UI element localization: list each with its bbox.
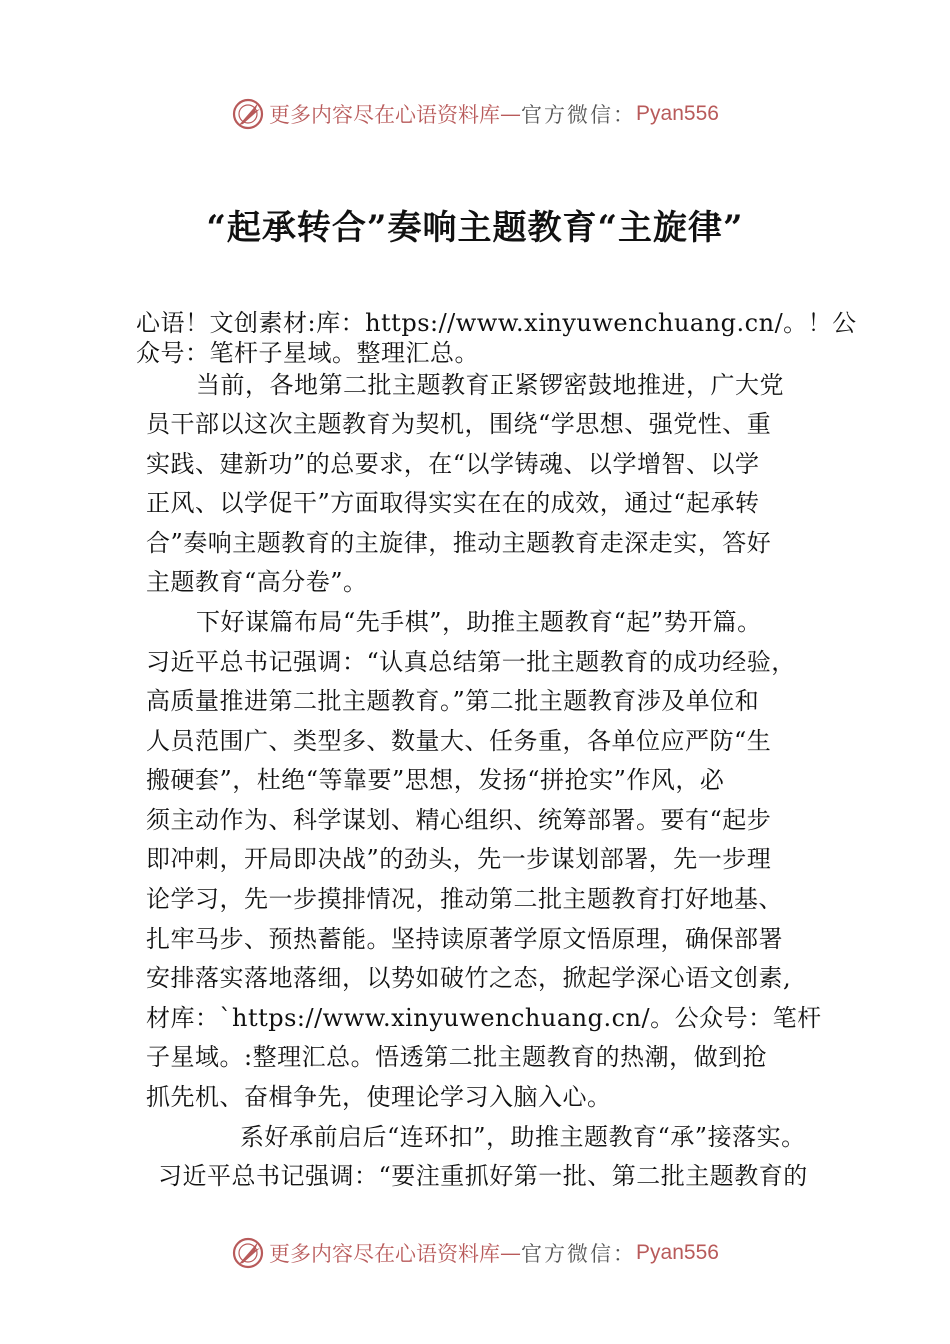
- body-line: 人员范围广、类型多、数量大、任务重，各单位应严防“生: [146, 727, 772, 755]
- body-line: 系好承前启后“连环扣”，助推主题教育“承”接落实。: [240, 1123, 806, 1151]
- body-line: 习近平总书记强调：“认真总结第一批主题教育的成功经验，: [146, 648, 796, 676]
- body-line: 子星域。:整理汇总。悟透第二批主题教育的热潮，做到抢: [146, 1043, 768, 1071]
- body-line: 众号：笔杆子星域。整理汇总。: [136, 339, 479, 367]
- quill-logo-icon: [231, 97, 265, 131]
- footer-brand-text: 更多内容尽在心语资料库: [269, 1242, 501, 1266]
- quill-logo-icon: [231, 1236, 265, 1270]
- body-line: 即冲刺，开局即决战”的劲头，先一步谋划部署，先一步理: [146, 845, 772, 873]
- body-line: 正风、以学促干”方面取得实实在在的成效，通过“起承转: [146, 489, 760, 517]
- body-line: 搬硬套”，杜绝“等靠要”思想，发扬“拼抢实”作风，必: [146, 766, 725, 794]
- body-line: 须主动作为、科学谋划、精心组织、统筹部署。要有“起步: [146, 806, 772, 834]
- header-dash: —: [500, 102, 522, 126]
- body-line: 实践、建新功”的总要求，在“以学铸魂、以学增智、以学: [146, 450, 760, 478]
- body-line: 习近平总书记强调：“要注重抓好第一批、第二批主题教育的: [158, 1162, 808, 1190]
- body-line: 合”奏响主题教育的主旋律，推动主题教育走深走实，答好: [146, 529, 772, 557]
- body-line: 下好谋篇布局“先手棋”，助推主题教育“起”势开篇。: [196, 608, 762, 636]
- document-title: “起承转合”奏响主题教育“主旋律”: [206, 208, 744, 248]
- header-brand-text: 更多内容尽在心语资料库: [269, 103, 501, 127]
- body-line: 心语！文创素材:库：https://www.xinyuwenchuang.cn/。！公: [136, 309, 857, 337]
- footer-dash: —: [500, 1241, 522, 1265]
- body-line: 论学习，先一步摸排情况，推动第二批主题教育打好地基、: [146, 885, 783, 913]
- footer-wechat-label: 官方微信：: [521, 1242, 637, 1266]
- body-line: 材库：`https://www.xinyuwenchuang.cn/。公众号：笔杆: [146, 1004, 822, 1032]
- body-line: 扎牢马步、预热蓄能。坚持读原著学原文悟原理，确保部署: [146, 925, 783, 953]
- body-line: 员干部以这次主题教育为契机，围绕“学思想、强党性、重: [146, 410, 772, 438]
- footer-banner: [0, 1233, 950, 1273]
- header-wechat-label: 官方微信：: [521, 103, 637, 127]
- body-line: 当前，各地第二批主题教育正紧锣密鼓地推进，广大党: [196, 371, 784, 399]
- body-line: 安排落实落地落细，以势如破竹之态，掀起学深心语文创素,: [146, 964, 792, 992]
- header-banner: [0, 94, 950, 134]
- body-line: 高质量推进第二批主题教育。”第二批主题教育涉及单位和: [146, 687, 760, 715]
- body-line: 主题教育“高分卷”。: [146, 568, 368, 596]
- header-wechat-id: Pyan556: [636, 102, 719, 125]
- footer-wechat-id: Pyan556: [636, 1241, 719, 1264]
- body-line: 抓先机、奋楫争先，使理论学习入脑入心。: [146, 1083, 612, 1111]
